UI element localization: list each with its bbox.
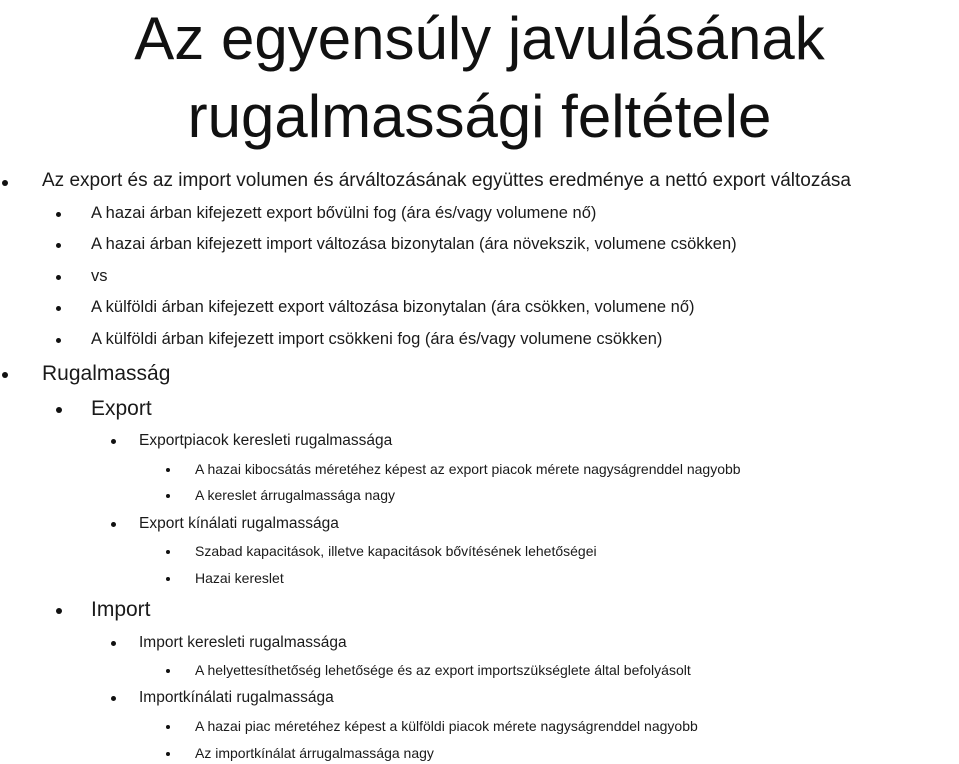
bullet-dot-icon bbox=[166, 577, 170, 581]
slide-title bbox=[0, 0, 959, 156]
bullet-item bbox=[0, 487, 959, 505]
bullet-item bbox=[0, 689, 959, 709]
bullet-dot-icon bbox=[56, 306, 61, 311]
bullet-text: Export kínálati rugalmassága bbox=[139, 515, 339, 532]
bullet-text: Az export és az import volumen és árváltozásának együttes eredménye a nettó export változása bbox=[42, 170, 851, 191]
bullet-dot-icon bbox=[56, 243, 61, 248]
bullet-item bbox=[0, 515, 959, 535]
bullet-item bbox=[0, 204, 959, 226]
bullet-text: A külföldi árban kifejezett import csökkeni fog (ára és/vagy volumene csökken) bbox=[91, 330, 663, 348]
bullet-item bbox=[0, 397, 959, 423]
bullet-text: vs bbox=[91, 267, 108, 285]
bullet-text: A külföldi árban kifejezett export változása bizonytalan (ára csökken, volumene nő) bbox=[91, 298, 695, 316]
bullet-dot-icon bbox=[166, 468, 170, 472]
bullet-text: Importkínálati rugalmassága bbox=[139, 689, 334, 706]
bullet-dot-icon bbox=[111, 522, 116, 527]
bullet-text: Import keresleti rugalmassága bbox=[139, 634, 347, 651]
bullet-dot-icon bbox=[166, 550, 170, 554]
bullet-item bbox=[0, 298, 959, 320]
bullet-item bbox=[0, 362, 959, 388]
bullet-dot-icon bbox=[166, 494, 170, 498]
bullet-dot-icon bbox=[2, 372, 8, 378]
bullet-dot-icon bbox=[111, 696, 116, 701]
bullet-item bbox=[0, 718, 959, 736]
slide-title-line-1: Az egyensúly javulásának bbox=[134, 5, 825, 72]
bullet-text: Exportpiacok keresleti rugalmassága bbox=[139, 432, 393, 449]
bullet-dot-icon bbox=[2, 180, 8, 186]
bullet-text: A hazai árban kifejezett import változása bizonytalan (ára növekszik, volumene csökken) bbox=[91, 235, 737, 253]
bullet-dot-icon bbox=[166, 669, 170, 673]
bullet-text: Az importkínálat árrugalmassága nagy bbox=[195, 745, 434, 761]
bullet-text: A kereslet árrugalmassága nagy bbox=[195, 487, 395, 503]
bullet-dot-icon bbox=[166, 752, 170, 756]
bullet-dot-icon bbox=[166, 725, 170, 729]
bullet-text: A hazai kibocsátás méretéhez képest az export piacok mérete nagyságrenddel nagyobb bbox=[195, 461, 741, 477]
bullet-item bbox=[0, 662, 959, 680]
bullet-item bbox=[0, 745, 959, 763]
bullet-item bbox=[0, 598, 959, 624]
bullet-text: Hazai kereslet bbox=[195, 570, 284, 586]
bullet-dot-icon bbox=[56, 608, 62, 614]
bullet-dot-icon bbox=[111, 641, 116, 646]
bullet-item bbox=[0, 432, 959, 452]
bullet-text: A hazai piac méretéhez képest a külföldi piacok mérete nagyságrenddel nagyobb bbox=[195, 718, 698, 734]
bullet-dot-icon bbox=[56, 407, 62, 413]
bullet-item bbox=[0, 570, 959, 588]
bullet-dot-icon bbox=[56, 212, 61, 217]
bullet-item bbox=[0, 235, 959, 257]
bullet-item bbox=[0, 267, 959, 289]
bullet-text: Rugalmasság bbox=[42, 362, 171, 385]
bullet-item bbox=[0, 543, 959, 561]
bullet-text: Export bbox=[91, 397, 152, 420]
bullet-dot-icon bbox=[56, 338, 61, 343]
bullet-item bbox=[0, 170, 959, 194]
bullet-item bbox=[0, 461, 959, 479]
bullet-text: A helyettesíthetőség lehetősége és az export importszükséglete által befolyásolt bbox=[195, 662, 691, 678]
bullet-dot-icon bbox=[111, 439, 116, 444]
bullet-text: A hazai árban kifejezett export bővülni fog (ára és/vagy volumene nő) bbox=[91, 204, 597, 222]
slide-title-line-2: rugalmassági feltétele bbox=[187, 83, 772, 150]
bullet-dot-icon bbox=[56, 275, 61, 280]
bullet-text: Szabad kapacitások, illetve kapacitások bővítésének lehetőségei bbox=[195, 543, 597, 559]
bullet-item bbox=[0, 634, 959, 654]
bullet-text: Import bbox=[91, 598, 151, 621]
bullet-item bbox=[0, 330, 959, 352]
